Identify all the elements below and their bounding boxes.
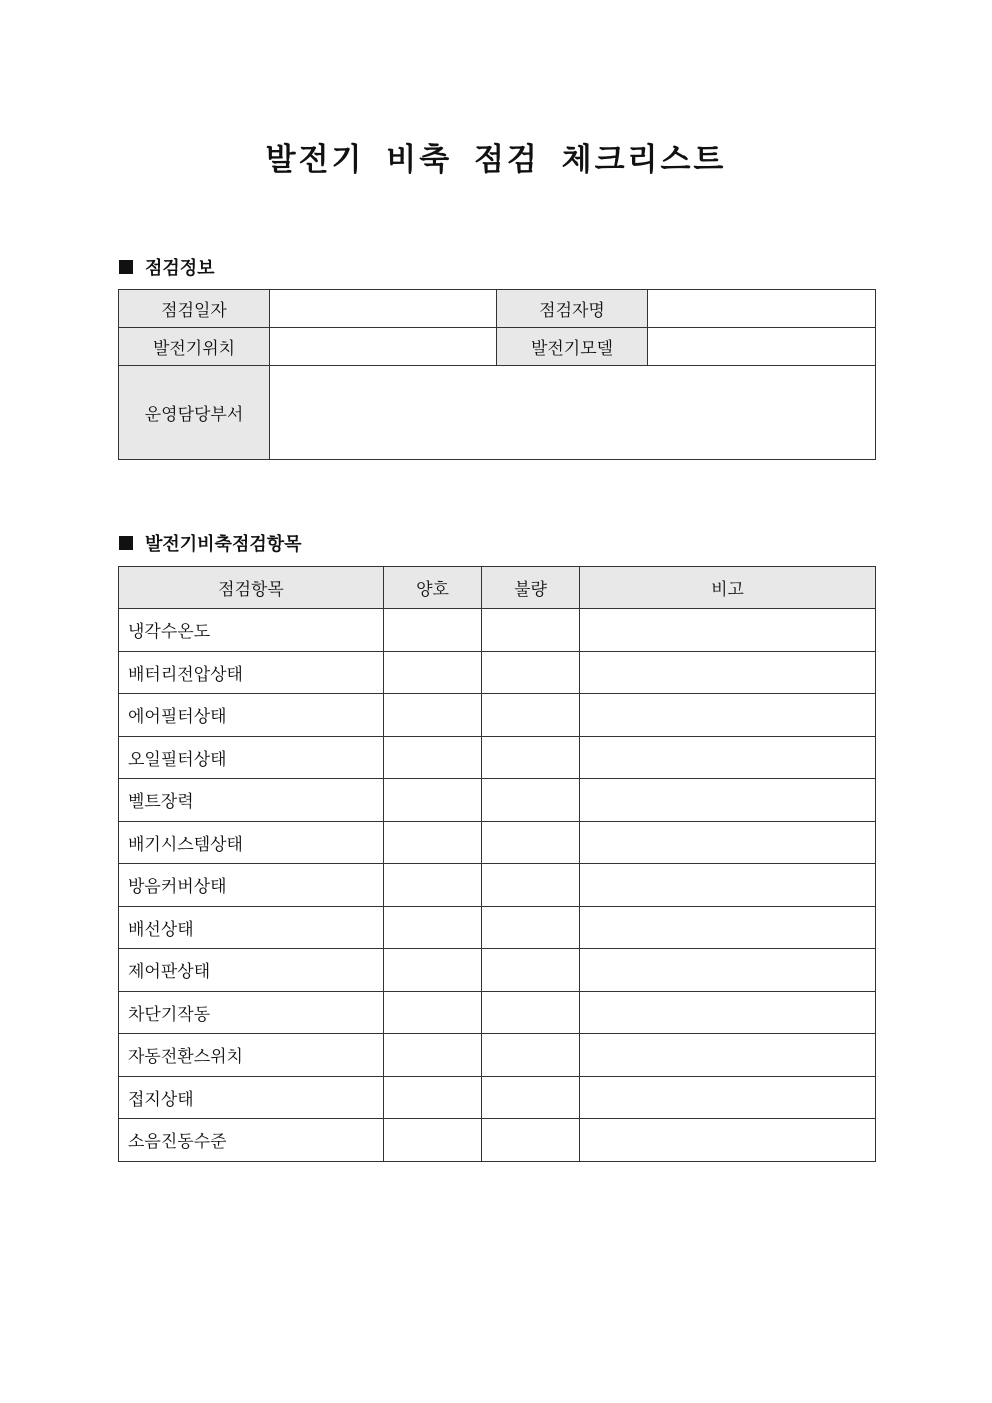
square-bullet-icon — [119, 260, 133, 274]
remarks-cell[interactable] — [580, 651, 876, 694]
table-row — [119, 694, 876, 737]
bad-cell[interactable] — [482, 906, 580, 949]
good-cell[interactable] — [384, 949, 482, 992]
bad-cell[interactable] — [482, 864, 580, 907]
good-cell[interactable] — [384, 694, 482, 737]
bad-cell[interactable] — [482, 609, 580, 652]
table-row — [119, 609, 876, 652]
remarks-cell[interactable] — [580, 864, 876, 907]
check-item-label: 접지상태 — [119, 1076, 384, 1119]
location-field[interactable] — [270, 328, 497, 366]
square-bullet-icon — [119, 536, 133, 550]
check-table — [118, 566, 876, 1162]
bad-cell[interactable] — [482, 1076, 580, 1119]
location-label: 발전기위치 — [119, 328, 270, 366]
check-item-label: 제어판상태 — [119, 949, 384, 992]
check-item-label: 자동전환스위치 — [119, 1034, 384, 1077]
good-cell[interactable] — [384, 864, 482, 907]
col-header-remarks: 비고 — [580, 567, 876, 609]
model-label: 발전기모델 — [497, 328, 648, 366]
dept-label: 운영담당부서 — [119, 366, 270, 460]
inspector-field[interactable] — [648, 290, 876, 328]
bad-cell[interactable] — [482, 736, 580, 779]
check-item-label: 벨트장력 — [119, 779, 384, 822]
table-row — [119, 736, 876, 779]
model-field[interactable] — [648, 328, 876, 366]
info-table — [118, 289, 876, 460]
table-row — [119, 821, 876, 864]
remarks-cell[interactable] — [580, 821, 876, 864]
col-header-good: 양호 — [384, 567, 482, 609]
dept-field[interactable] — [270, 366, 876, 460]
bad-cell[interactable] — [482, 821, 580, 864]
page-title: 발전기 비축 점검 체크리스트 — [265, 142, 727, 178]
check-item-label: 냉각수온도 — [119, 609, 384, 652]
good-cell[interactable] — [384, 821, 482, 864]
check-item-label: 배기시스템상태 — [119, 821, 384, 864]
good-cell[interactable] — [384, 609, 482, 652]
check-item-label: 배터리전압상태 — [119, 651, 384, 694]
good-cell[interactable] — [384, 736, 482, 779]
good-cell[interactable] — [384, 779, 482, 822]
col-header-bad: 불량 — [482, 567, 580, 609]
section-heading-info — [119, 254, 215, 280]
bad-cell[interactable] — [482, 651, 580, 694]
bad-cell[interactable] — [482, 1034, 580, 1077]
remarks-cell[interactable] — [580, 1076, 876, 1119]
info-section-title: 점검정보 — [145, 258, 215, 279]
table-row — [119, 779, 876, 822]
col-header-item: 점검항목 — [119, 567, 384, 609]
check-item-label: 방음커버상태 — [119, 864, 384, 907]
check-item-label: 오일필터상태 — [119, 736, 384, 779]
table-row — [119, 991, 876, 1034]
good-cell[interactable] — [384, 651, 482, 694]
table-row — [119, 906, 876, 949]
check-item-label: 소음진동수준 — [119, 1119, 384, 1162]
remarks-cell[interactable] — [580, 609, 876, 652]
good-cell[interactable] — [384, 1076, 482, 1119]
date-field[interactable] — [270, 290, 497, 328]
bad-cell[interactable] — [482, 779, 580, 822]
table-row — [119, 1034, 876, 1077]
inspector-label: 점검자명 — [497, 290, 648, 328]
bad-cell[interactable] — [482, 694, 580, 737]
table-row — [119, 949, 876, 992]
good-cell[interactable] — [384, 991, 482, 1034]
remarks-cell[interactable] — [580, 779, 876, 822]
remarks-cell[interactable] — [580, 736, 876, 779]
bad-cell[interactable] — [482, 1119, 580, 1162]
bad-cell[interactable] — [482, 949, 580, 992]
table-row — [119, 651, 876, 694]
remarks-cell[interactable] — [580, 694, 876, 737]
remarks-cell[interactable] — [580, 991, 876, 1034]
check-item-label: 에어필터상태 — [119, 694, 384, 737]
remarks-cell[interactable] — [580, 1119, 876, 1162]
check-item-label: 배선상태 — [119, 906, 384, 949]
date-label: 점검일자 — [119, 290, 270, 328]
check-section-title: 발전기비축점검항목 — [145, 534, 302, 555]
remarks-cell[interactable] — [580, 1034, 876, 1077]
check-item-label: 차단기작동 — [119, 991, 384, 1034]
good-cell[interactable] — [384, 906, 482, 949]
remarks-cell[interactable] — [580, 906, 876, 949]
section-heading-check — [119, 530, 302, 556]
bad-cell[interactable] — [482, 991, 580, 1034]
table-row — [119, 1119, 876, 1162]
good-cell[interactable] — [384, 1119, 482, 1162]
table-row — [119, 864, 876, 907]
remarks-cell[interactable] — [580, 949, 876, 992]
table-row — [119, 1076, 876, 1119]
good-cell[interactable] — [384, 1034, 482, 1077]
